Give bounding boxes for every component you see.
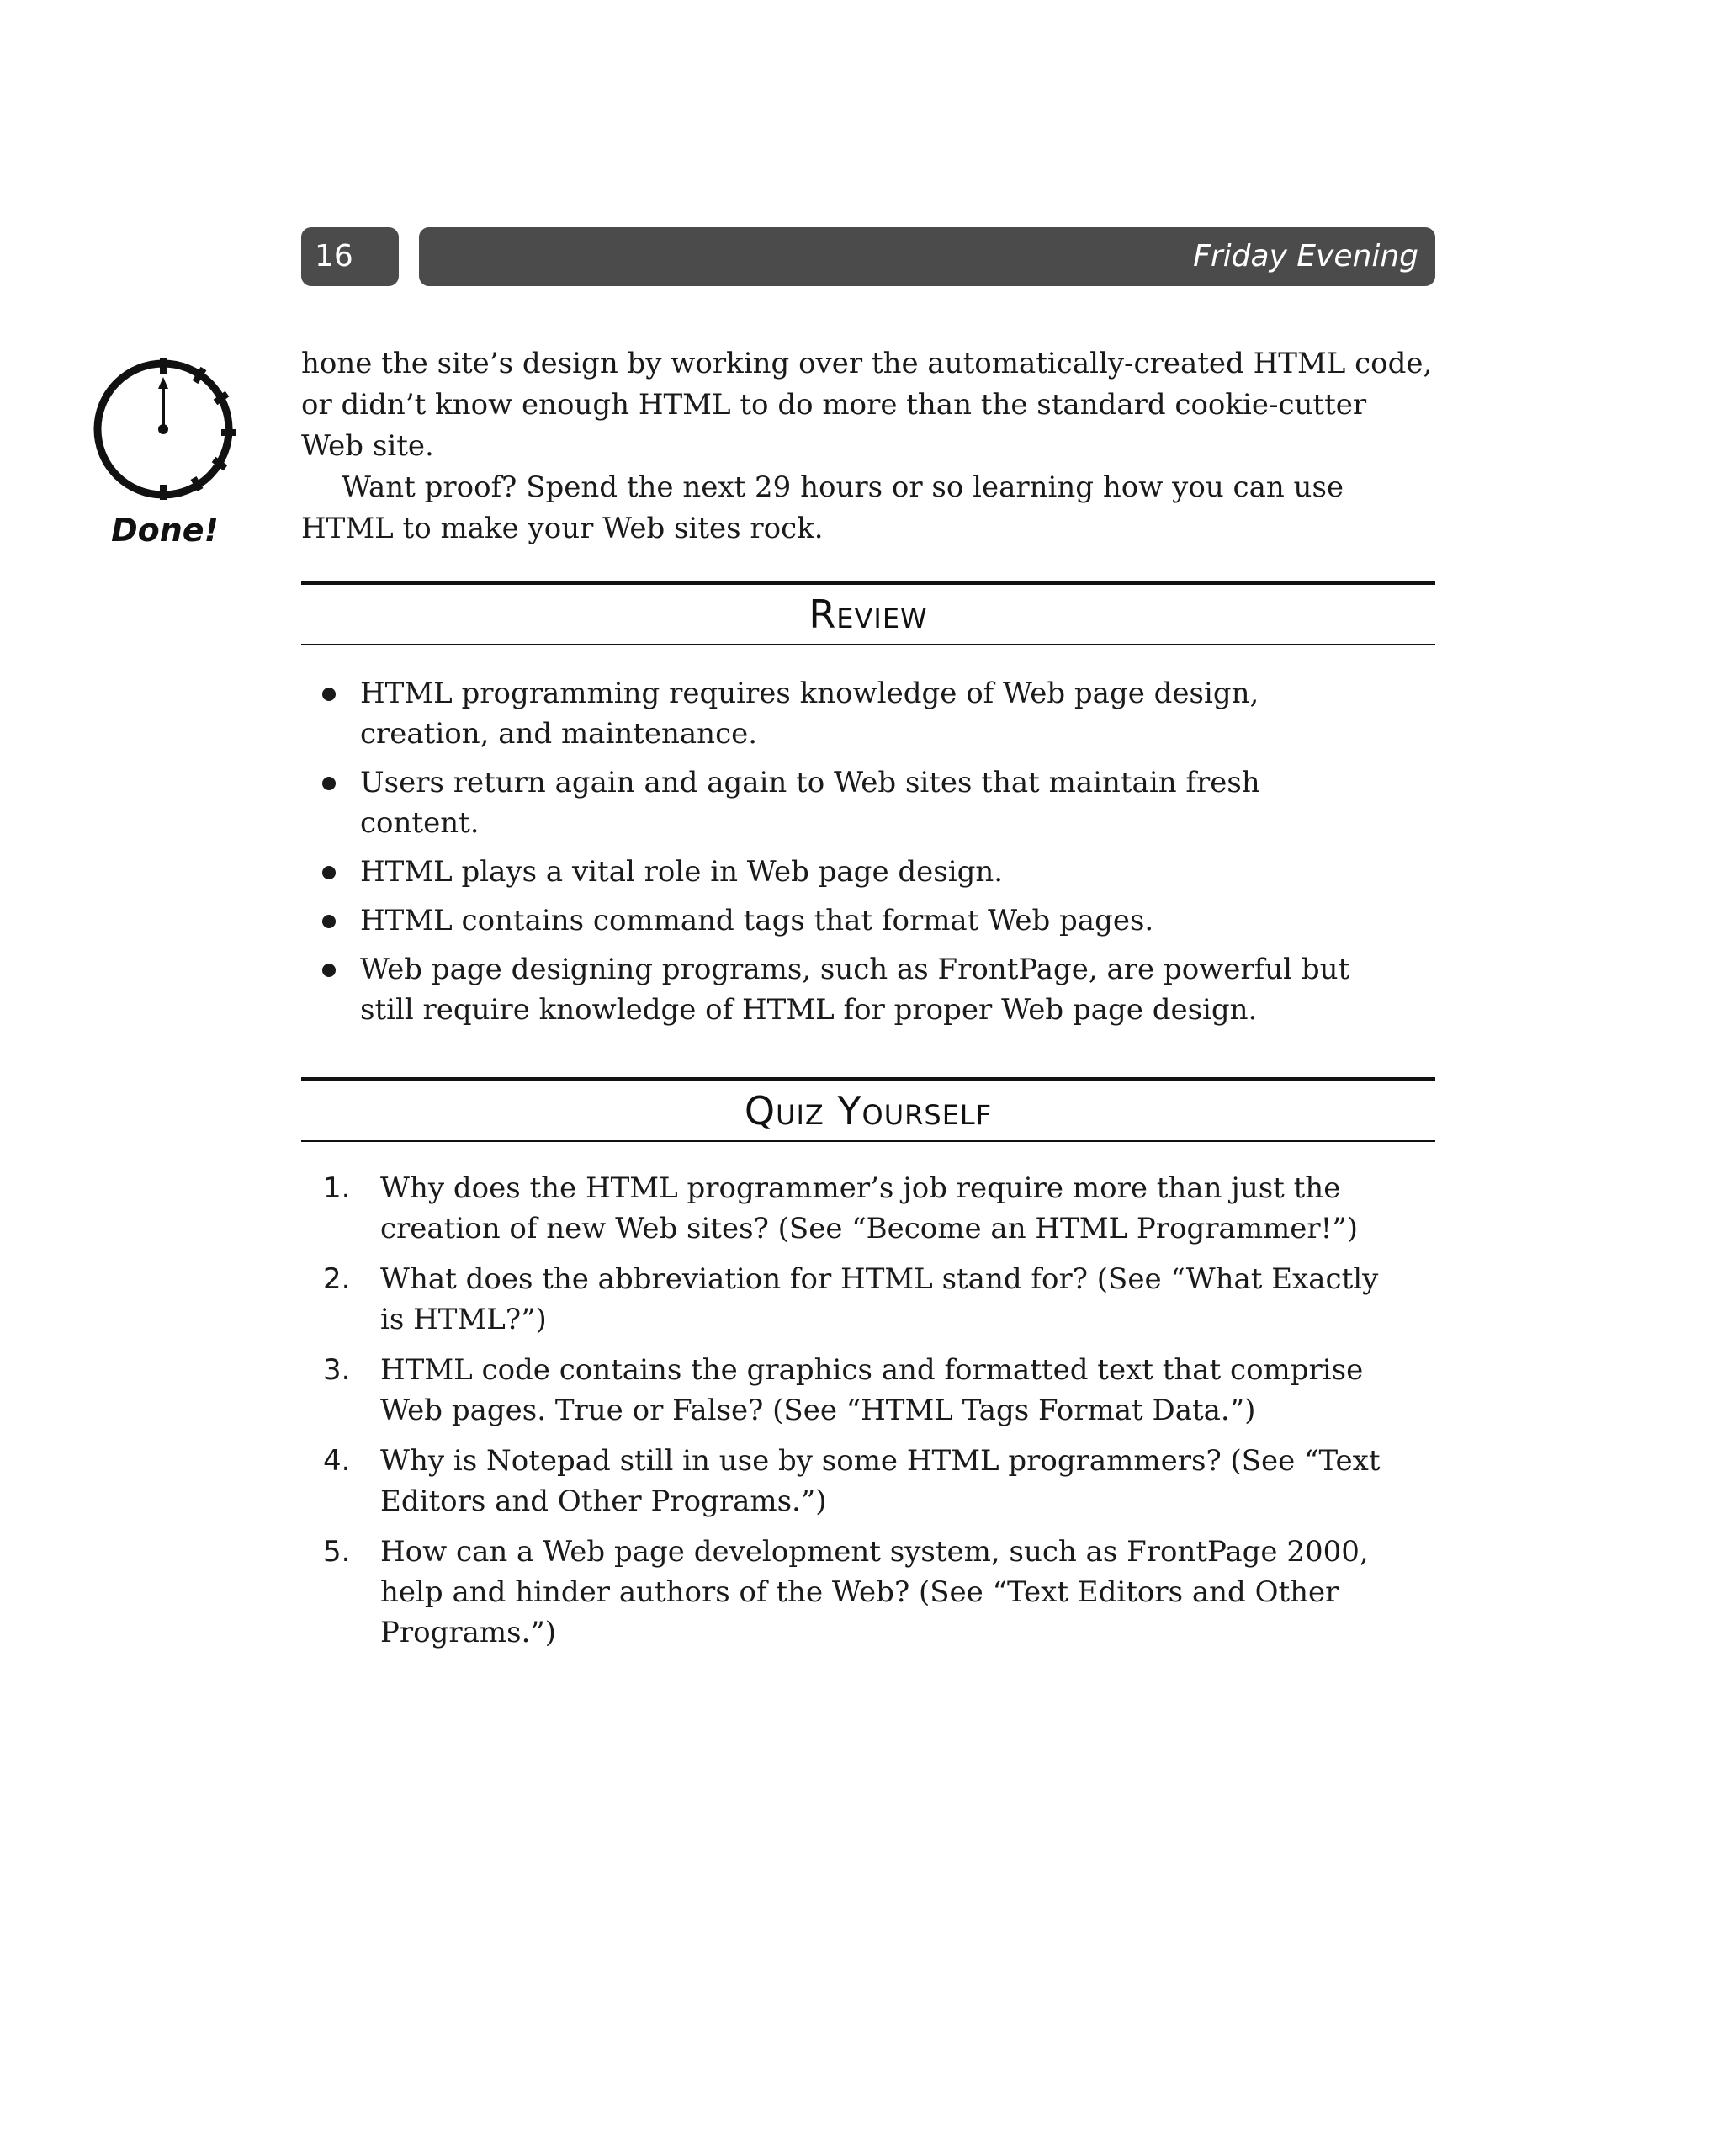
- page-number: 16: [301, 227, 399, 286]
- quiz-item: [301, 1168, 1435, 1249]
- done-label: Done!: [111, 512, 219, 549]
- quiz-item: [301, 1532, 1435, 1653]
- clock-icon: [91, 352, 242, 503]
- review-section-header: [301, 581, 1435, 645]
- list-item: [301, 762, 1435, 843]
- quiz-item-text: Why is Notepad still in use by some HTML programmers? (See “Text Editors and Other Programs.”): [380, 1444, 1381, 1518]
- section-rule-bottom: [301, 644, 1435, 645]
- bullet-icon: [322, 866, 336, 879]
- quiz-item: [301, 1441, 1435, 1521]
- quiz-item: [301, 1259, 1435, 1340]
- bullet-icon: [322, 964, 336, 977]
- bullet-icon: [322, 777, 336, 790]
- quiz-section-header: [301, 1077, 1435, 1142]
- body-text: [301, 343, 1435, 550]
- quiz-item-number: 5.: [323, 1535, 351, 1569]
- running-header-title: Friday Evening: [419, 227, 1435, 286]
- quiz-item-number: 4.: [323, 1444, 351, 1478]
- list-item: [301, 673, 1435, 754]
- list-item: [301, 900, 1435, 941]
- quiz-heading: Quiz Yourself: [744, 1088, 993, 1134]
- quiz-item-number: 1.: [323, 1171, 351, 1205]
- quiz-item: [301, 1350, 1435, 1431]
- quiz-item-text: What does the abbreviation for HTML stand for? (See “What Exactly is HTML?”): [380, 1262, 1379, 1336]
- review-heading: Review: [808, 592, 928, 637]
- bullet-icon: [322, 688, 336, 701]
- list-item-text: Web page designing programs, such as FrontPage, are powerful but still require knowledge of HTML for proper Web page design.: [360, 953, 1350, 1027]
- quiz-item-number: 3.: [323, 1353, 351, 1387]
- quiz-list: [301, 1168, 1435, 1663]
- quiz-item-text: HTML code contains the graphics and formatted text that comprise Web pages. True or False? (See “HTML Tags Format Data.”): [380, 1353, 1364, 1427]
- review-list: [301, 673, 1435, 1038]
- body-paragraph: Want proof? Spend the next 29 hours or so learning how you can use HTML to make your Web sites rock.: [301, 470, 1344, 545]
- quiz-item-text: How can a Web page development system, such as FrontPage 2000, help and hinder authors of the Web? (See “Text Editors and Other Programs.”): [380, 1535, 1369, 1649]
- list-item-text: Users return again and again to Web sites that maintain fresh content.: [360, 766, 1260, 840]
- list-item-text: HTML plays a vital role in Web page design.: [360, 855, 1004, 889]
- quiz-item-text: Why does the HTML programmer’s job require more than just the creation of new Web sites? (See “Become an HTML Programmer!”): [380, 1171, 1358, 1245]
- section-rule-bottom: [301, 1140, 1435, 1142]
- list-item-text: HTML contains command tags that format Web pages.: [360, 904, 1154, 937]
- list-item: [301, 852, 1435, 892]
- list-item: [301, 949, 1435, 1030]
- body-paragraph: hone the site’s design by working over the automatically-created HTML code, or didn’t know enough HTML to do more than the standard cookie-cutter Web site.: [301, 347, 1433, 463]
- list-item-text: HTML programming requires knowledge of Web page design, creation, and maintenance.: [360, 677, 1259, 751]
- quiz-item-number: 2.: [323, 1262, 351, 1296]
- bullet-icon: [322, 915, 336, 928]
